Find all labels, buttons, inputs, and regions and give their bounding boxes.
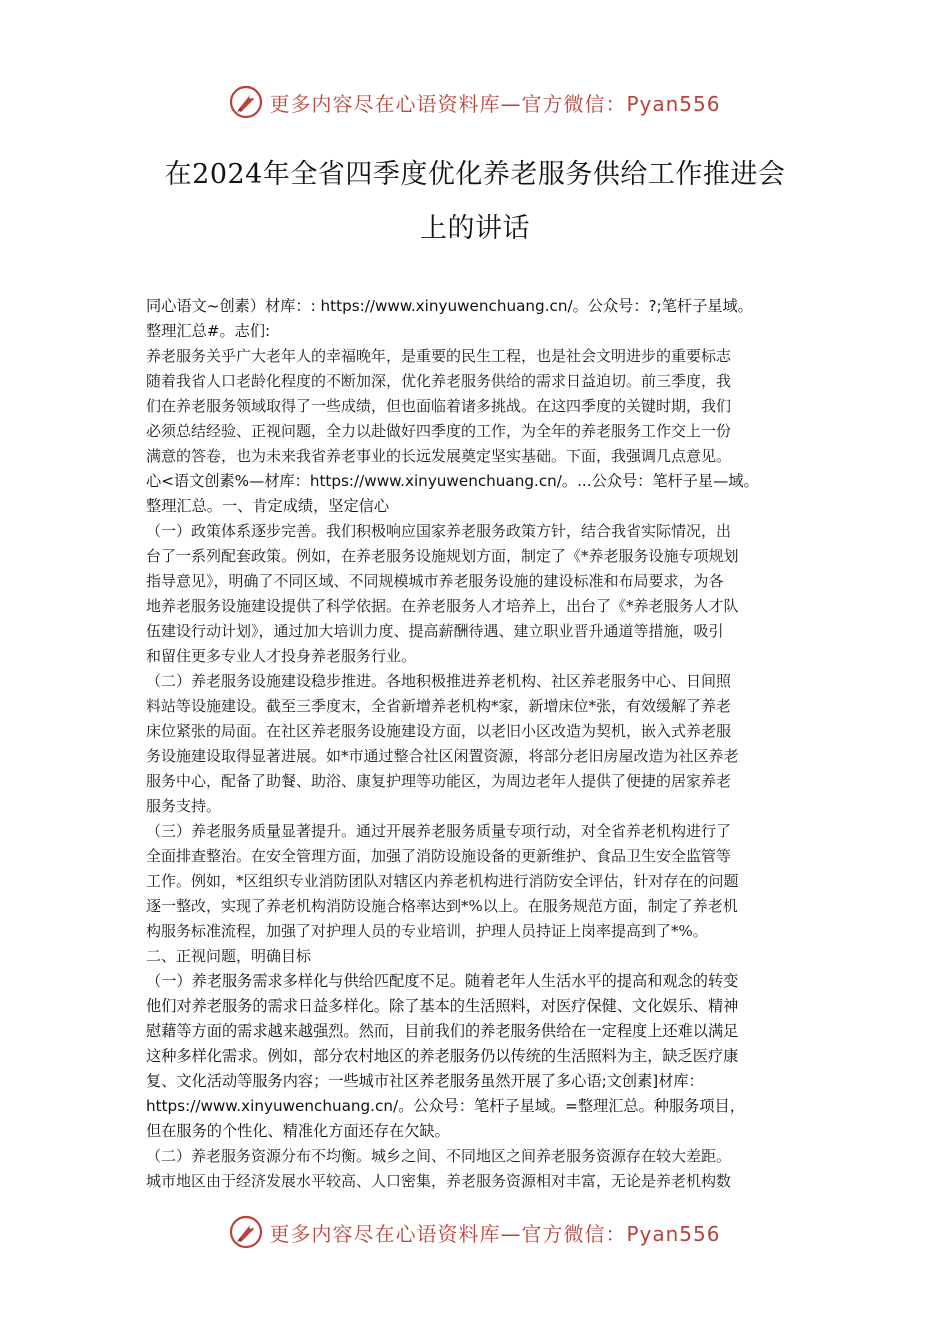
body-line: 心<语文创素%—材库：https://www.xinyuwenchuang.cn/。...公众号：笔杆子星—域。 xyxy=(146,472,759,490)
body-line: 服务中心，配备了助餐、助浴、康复护理等功能区，为周边老年人提供了便捷的居家养老 xyxy=(146,772,732,790)
title-line-1: 在2024年全省四季度优化养老服务供给工作推进会 xyxy=(164,159,786,190)
body-line: 他们对养老服务的需求日益多样化。除了基本的生活照料，对医疗保健、文化娱乐、精神 xyxy=(146,997,739,1015)
body-line: 和留住更多专业人才投身养老服务行业。 xyxy=(146,647,417,665)
body-line: 慰藉等方面的需求越来越强烈。然而，目前我们的养老服务供给在一定程度上还难以满足 xyxy=(146,1022,739,1040)
pen-nib-logo-icon xyxy=(229,85,263,119)
body-line: 全面排查整治。在安全管理方面，加强了消防设施设备的更新维护、食品卫生安全监管等 xyxy=(146,847,732,865)
body-line: 同心语文~创素）材库：: https://www.xinyuwenchuang.cn/。公众号：?;笔杆子星域。 xyxy=(146,297,753,315)
body-line: 整理汇总。一、肯定成绩，坚定信心 xyxy=(146,497,389,515)
document-body xyxy=(146,294,826,1194)
body-line: 逐一整改，实现了养老机构消防设施合格率达到*%以上。在服务规范方面，制定了养老机 xyxy=(146,897,738,915)
watermark-text: 更多内容尽在心语资料库—官方微信：Pyan556 xyxy=(269,91,721,116)
body-line: 伍建设行动计划》，通过加大培训力度、提高薪酬待遇、建立职业晋升通道等措施，吸引 xyxy=(146,622,724,640)
body-line: 养老服务关乎广大老年人的幸福晚年，是重要的民生工程，也是社会文明进步的重要标志 xyxy=(146,347,732,365)
body-line: （三）养老服务质量显著提升。通过开展养老服务质量专项行动，对全省养老机构进行了 xyxy=(146,822,732,840)
pen-nib-logo-icon xyxy=(229,1215,263,1249)
body-line: 这种多样化需求。例如，部分农村地区的养老服务仍以传统的生活照料为主，缺乏医疗康 xyxy=(146,1047,739,1065)
body-line: 服务支持。 xyxy=(146,797,222,815)
body-line: 台了一系列配套政策。例如，在养老服务设施规划方面，制定了《*养老服务设施专项规划 xyxy=(146,547,739,565)
body-line: 满意的答卷，也为未来我省养老事业的长远发展奠定坚实基础。下面，我强调几点意见。 xyxy=(146,447,732,465)
body-line: 构服务标准流程，加强了对护理人员的专业培训，护理人员持证上岗率提高到了*%。 xyxy=(146,922,708,940)
footer-watermark-banner xyxy=(0,1212,950,1252)
body-line: （一）养老服务需求多样化与供给匹配度不足。随着老年人生活水平的提高和观念的转变 xyxy=(146,972,739,990)
header-watermark-banner xyxy=(0,82,950,122)
body-line: 复、文化活动等服务内容；一些城市社区养老服务虽然开展了多心语;文创素]材库： xyxy=(146,1072,704,1090)
document-title xyxy=(0,148,950,256)
body-line: 但在服务的个性化、精准化方面还存在欠缺。 xyxy=(146,1122,450,1140)
body-line: 床位紧张的局面。在社区养老服务设施建设方面，以老旧小区改造为契机，嵌入式养老服 xyxy=(146,722,732,740)
body-line: 随着我省人口老龄化程度的不断加深，优化养老服务供给的需求日益迫切。前三季度，我 xyxy=(146,372,732,390)
body-line: 务设施建设取得显著进展。如*市通过整合社区闲置资源，将部分老旧房屋改造为社区养老 xyxy=(146,747,739,765)
body-line: 指导意见》，明确了不同区域、不同规模城市养老服务设施的建设标准和布局要求，为各 xyxy=(146,572,724,590)
body-line: 工作。例如，*区组织专业消防团队对辖区内养老机构进行消防安全评估，针对存在的问题 xyxy=(146,872,739,890)
body-line: 料站等设施建设。截至三季度末，全省新增养老机构*家，新增床位*张，有效缓解了养老 xyxy=(146,697,732,715)
body-line: （二）养老服务资源分布不均衡。城乡之间、不同地区之间养老服务资源存在较大差距。 xyxy=(146,1147,732,1165)
body-line: 地养老服务设施建设提供了科学依据。在养老服务人才培养上，出台了《*养老服务人才队 xyxy=(146,597,739,615)
body-line: （二）养老服务设施建设稳步推进。各地积极推进养老机构、社区养老服务中心、日间照 xyxy=(146,672,732,690)
body-line: 们在养老服务领域取得了一些成绩，但也面临着诸多挑战。在这四季度的关键时期，我们 xyxy=(146,397,732,415)
body-line: 城市地区由于经济发展水平较高、人口密集，养老服务资源相对丰富，无论是养老机构数 xyxy=(146,1172,732,1190)
body-line: （一）政策体系逐步完善。我们积极响应国家养老服务政策方针，结合我省实际情况，出 xyxy=(146,522,732,540)
body-line: 二、正视问题，明确目标 xyxy=(146,947,312,965)
title-line-2: 上的讲话 xyxy=(420,213,530,244)
body-line: 必须总结经验、正视问题，全力以赴做好四季度的工作，为全年的养老服务工作交上一份 xyxy=(146,422,732,440)
body-line: https://www.xinyuwenchuang.cn/。公众号：笔杆子星域。=整理汇总。种服务项目， xyxy=(146,1097,745,1115)
watermark-text: 更多内容尽在心语资料库—官方微信：Pyan556 xyxy=(269,1221,721,1246)
body-line: 整理汇总#。志们: xyxy=(146,322,271,340)
